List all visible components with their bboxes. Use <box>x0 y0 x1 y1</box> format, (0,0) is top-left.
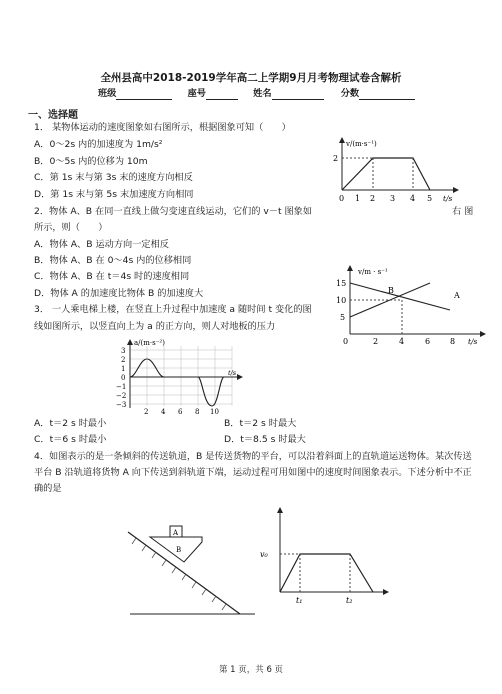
q2-stem-right: 右 图 <box>452 206 474 217</box>
q3-x-tick: 6 <box>178 408 183 414</box>
q4-label-b: B <box>176 546 182 554</box>
q3-x-tick: 10 <box>210 408 219 414</box>
q1-x-tick: 3 <box>390 194 396 203</box>
q4-vt-graph <box>258 502 398 622</box>
q2-ylabel: v/m · s⁻¹ <box>358 268 388 276</box>
q4-v0-label: v₀ <box>260 550 268 559</box>
q4-t1-label: t₁ <box>296 596 303 605</box>
q1-y-tick: 2 <box>333 154 339 163</box>
q1-option-c: C．第 1s 末与第 3s 末的速度方向相反 <box>34 172 193 183</box>
q4-line-2: 平台 B 沿轨道将货物 A 向下传送到斜轨道下端，运动过程可用如图中的速度时间图象表示。下述分析中不正 <box>34 467 472 478</box>
q2-x-tick: 6 <box>425 337 431 346</box>
q3-at-curve <box>130 359 224 406</box>
q2-x-tick: 2 <box>373 337 379 346</box>
q2-option-a: A．物体 A、B 运动方向一定相反 <box>34 239 169 250</box>
q3-ylabel: a/(m·s⁻²) <box>134 339 165 347</box>
q2-x-tick: 8 <box>450 337 456 346</box>
q3-xlabel: t/s <box>228 369 237 377</box>
q1-option-d: D．第 1s 末与第 5s 末加速度方向相同 <box>34 189 194 200</box>
q1-x-tick: 0 <box>339 194 345 203</box>
q1-x-tick: 4 <box>410 194 416 203</box>
q1-option-a: A．0～2s 内的加速度为 1m/s² <box>34 139 163 150</box>
class-blank <box>116 89 172 100</box>
q2-y-tick: 15 <box>336 279 347 288</box>
class-label: 班级 <box>98 88 117 99</box>
q1-ylabel: v/(m·s⁻¹) <box>346 140 377 148</box>
q3-y-tick: 3 <box>121 347 126 355</box>
q4-vt-line <box>280 554 373 592</box>
score-label: 分数 <box>340 88 360 99</box>
header-fields <box>98 88 415 100</box>
q3-y-tick: −2 <box>116 392 127 400</box>
q2-x-tick: 4 <box>399 337 405 346</box>
q3-y-tick: 2 <box>121 356 126 364</box>
q1-x-tick: 5 <box>427 194 433 203</box>
q2-label-b: B <box>388 286 394 295</box>
q3-stem-cont: 线如图所示，以竖直向上为 a 的正方向，则人对地板的压力 <box>34 321 276 332</box>
score-blank <box>359 89 415 100</box>
q2-line-a <box>350 283 450 310</box>
q1-vt-graph <box>330 134 470 214</box>
q2-label-a: A <box>454 291 460 300</box>
q2-option-b: B．物体 A、B 在 0～4s 内的位移相同 <box>34 255 192 266</box>
q1-xlabel: t/s <box>443 194 453 203</box>
q3-stem: 3． 一人乘电梯上楼，在竖直上升过程中加速度 a 随时间 t 变化的图 <box>34 304 312 315</box>
q3-option-b: B．t＝2 s 时最大 <box>224 418 297 429</box>
q2-stem: 2．物体 A、B 在同一直线上做匀变速直线运动，它们的 v－t 图象如 <box>34 206 313 217</box>
q2-y-tick: 5 <box>340 313 346 322</box>
q3-option-c: C．t＝6 s 时最小 <box>34 434 107 445</box>
q3-option-a: A．t＝2 s 时最小 <box>34 418 107 429</box>
q1-vt-line <box>342 158 430 190</box>
q3-x-tick: 8 <box>195 408 200 414</box>
q1-x-tick: 2 <box>370 194 376 203</box>
q3-y-tick: 1 <box>121 365 126 373</box>
seat-blank <box>206 89 238 100</box>
q2-option-c: C．物体 A、B 在 t＝4s 时的速度相同 <box>34 271 190 282</box>
q3-y-tick: −3 <box>116 401 127 409</box>
q2-vt-graph <box>330 260 500 352</box>
q1-option-b: B．0～5s 内的位移为 10m <box>34 156 148 167</box>
page-footer: 第 1 页，共 6 页 <box>218 665 284 675</box>
q4-incline-figure <box>120 510 260 620</box>
q2-option-d: D．物体 A 的加速度比物体 B 的加速度大 <box>34 288 204 299</box>
name-blank <box>272 89 324 100</box>
q3-x-tick: 4 <box>161 408 166 414</box>
q3-y-tick: −1 <box>116 383 127 391</box>
q4-label-a: A <box>173 529 179 537</box>
q1-x-tick: 1 <box>355 194 361 203</box>
seat-label: 座号 <box>187 88 206 99</box>
q2-origin: 0 <box>343 337 349 346</box>
q4-line-1: 4．如图表示的是一条倾斜的传送轨道，B 是传送货物的平台，可以沿着斜面上的直轨道运送物体。某次传送 <box>34 451 472 462</box>
q3-y-tick: 0 <box>121 374 126 382</box>
q3-x-tick: 2 <box>144 408 149 414</box>
q4-t2-label: t₂ <box>346 596 353 605</box>
name-label: 姓名 <box>253 88 272 99</box>
q2-y-tick: 10 <box>336 296 347 305</box>
q4-line-3: 确的是 <box>34 483 62 494</box>
q2-xlabel: t/s <box>468 337 478 346</box>
q2-stem-cont: 所示，则（ ） <box>34 222 108 233</box>
q1-stem: 1． 某物体运动的速度图象如右图所示，根据图象可知（ ） <box>34 122 291 133</box>
page-title: 全州县高中2018-2019学年高二上学期9月月考物理试卷含解析 <box>100 72 402 84</box>
q3-option-d: D．t＝8.5 s 时最大 <box>224 434 306 445</box>
section-heading: 一、选择题 <box>28 110 78 121</box>
q3-at-graph <box>100 336 250 414</box>
